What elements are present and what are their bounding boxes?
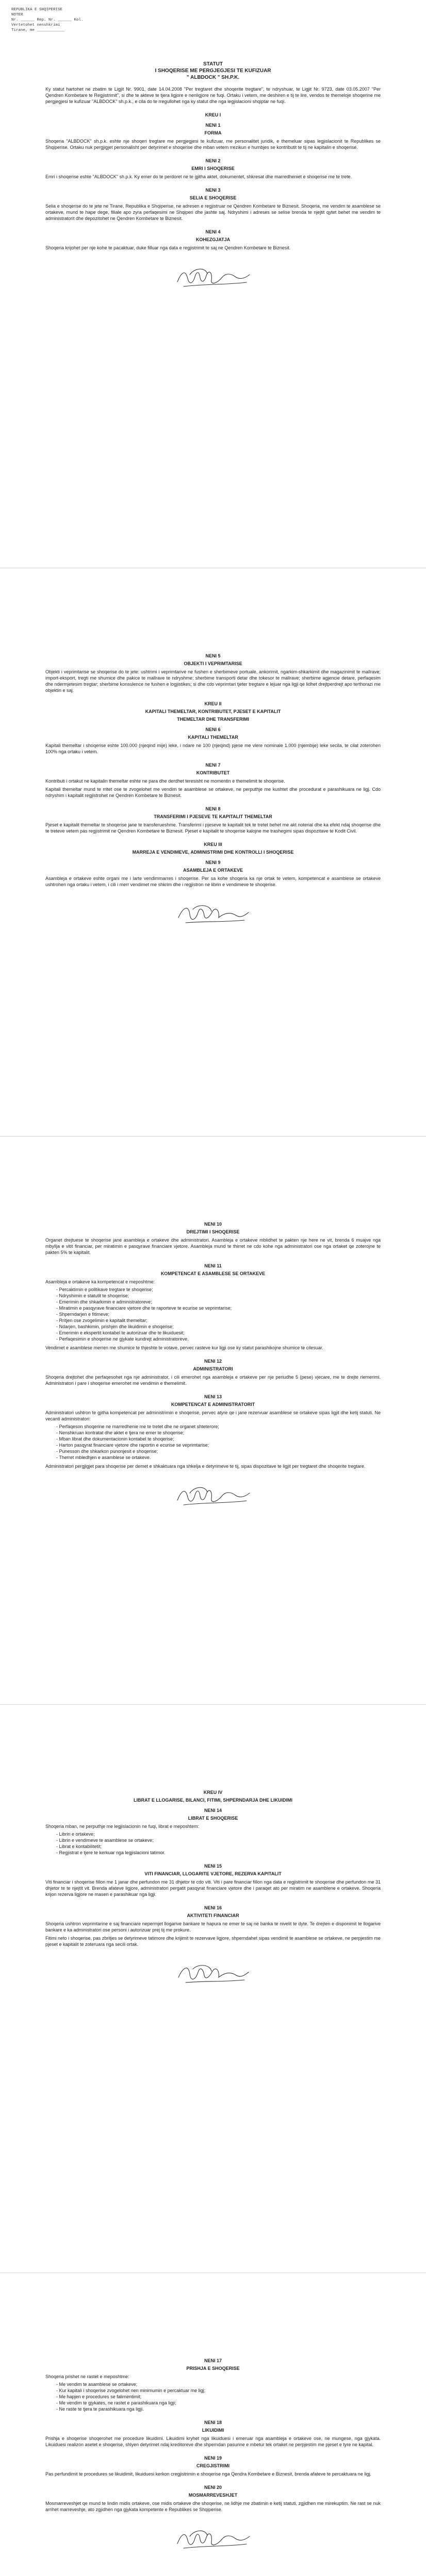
- article-heading: TRANSFERIMI I PJESEVE TE KAPITALIT THEMELTAR: [154, 814, 272, 819]
- paragraph: Shoqeria ushtron veprimtarine e saj financiare nepermjet llogarive bankare te hapura ne emer te saj ne banka te nivelit te dyte. Te drejten e disponimit te llogarive bankare e ka administratori ose personi i autorizuar prej tij me prokure.: [45, 1921, 381, 1933]
- article-heading: DREJTIMI I SHOQERISE: [186, 1229, 240, 1234]
- stamp-line: Vertetohet nenshkrimi: [11, 23, 60, 27]
- article-number: NENI 10: [204, 1222, 222, 1227]
- signature: [174, 1484, 252, 1509]
- list-item: - Nenshkruan kontratat dhe aktet e tjera ne emer te shoqerise;: [45, 1430, 381, 1436]
- list-item: - Regjistrat e tjere te kerkuar nga legjislacioni tatimor.: [45, 1850, 381, 1856]
- signature: [174, 1962, 252, 1987]
- document-title-line: STATUT: [203, 61, 223, 67]
- list-item: - Emerimin e ekspertit kontabel te autorizuar dhe te likuiduesit;: [45, 1330, 381, 1336]
- list-item: - Ndryshimin e statutit te shoqerise;: [45, 1293, 381, 1299]
- document-title-line: I SHOQERISE ME PERGJEGJESI TE KUFIZUAR: [155, 68, 271, 74]
- list-item: - Rritjen ose zvogelimin e kapitalit themeltar;: [45, 1317, 381, 1324]
- paragraph: Kapitali themeltar i shoqerise eshte 100.000 (njeqind mije) leke, i ndare ne 100 (njeqind) pjese me vlere nominale 1.000 (njembije) leke secila, te cilat zoterohen 100% nga ortaku i vetem.: [45, 743, 381, 754]
- paragraph: Mosmarreveshjet qe mund te lindin midis ortakeve, ose midis ortakeve dhe shoqerise, ne lidhje me zbatimin e ketij statuti, zgjidhen me mirekuptim. Ne rast se nuk arrihet marreveshje, ato zgjidhen nga gjykata kompetente e Republikes se Shqiperise.: [45, 2501, 381, 2512]
- article-heading: LIBRAT E SHOQERISE: [188, 1816, 238, 1821]
- paragraph: Shoqeria krijohet per nje kohe te pacaktuar, duke filluar nga data e regjistrimit te saj ne Qendren Kombetare te Biznesit.: [45, 245, 291, 250]
- list-item: - Percaktimin e politikave tregtare te shoqerise;: [45, 1286, 381, 1293]
- article-number: NENI 7: [205, 762, 221, 768]
- article-heading: KAPITALI THEMELTAR, KONTRIBUTET, PJESET E KAPITALIT: [145, 709, 281, 714]
- article-number: NENI 11: [204, 1263, 222, 1268]
- article-heading: KONTRIBUTET: [196, 770, 230, 775]
- chapter-heading: KREU II: [204, 701, 222, 706]
- article-heading: CREGJISTRIMI: [196, 2463, 230, 2468]
- signature-stroke: [193, 1965, 211, 1971]
- paragraph: Ky statut hartohet ne zbatim te Ligjit Nr. 9901, date 14.04.2008 "Per tregtaret dhe shoqerite tregtare", te ndryshuar, te Ligjit Nr. 9723, date 03.05.2007 "Per Qendren Kombetare te Regjistrimit", si dhe te akteve te tjera ligjore e nenligjore ne fuqi. Ortaku i vetem, me deshiren e tij te lire, vendos te themeloje shoqerine me pergjegjesi te kufizuar "ALBDOCK" sh.p.k., e cila do te rregullohet nga ky statut dhe nga legjislacioni shqiptar ne fuqi.: [45, 87, 381, 104]
- signature: [174, 902, 252, 927]
- signature-stroke: [190, 1487, 207, 1493]
- paragraph: Objekti i veprimtarise se shoqerise do te jete: ushtrimi i veprimtarive ne fushen e sherbimeve portuale, ankorimit, ngarkim-shkarkimit dhe magazinimit te mallrave; import-eksport, tregti me shumice dhe pakice te mallrave te ndryshme; sherbime transporti detar dhe tokesor te mallrave; sherbime agjencie detare, perfaqesim dhe ndermjetesim tregtar; sherbime konsulence ne fushen e logjistikes; si dhe cdo veprimtari tjeter tregtare e lejuar nga ligji qe lidhet drejtperdrejt apo terthorazi me objektin e saj.: [45, 669, 381, 693]
- notary-header-stamp: [11, 7, 84, 33]
- article-number: NENI 18: [204, 2420, 222, 2425]
- article-number: NENI 16: [204, 1905, 222, 1910]
- list-item: - Librin e ortakeve;: [45, 1831, 381, 1837]
- signature-block: [146, 1482, 280, 1511]
- document-page: [0, 1705, 426, 2273]
- list-item: - Me vendim te gjykates, ne rastet e parashikuara nga ligji;: [45, 2400, 381, 2406]
- signature-stroke: [177, 2534, 250, 2545]
- chapter-heading: KREU I: [205, 112, 221, 117]
- paragraph: Administratori ushtron te gjitha kompetencat per administrimin e shoqerise, pervec atyre qe i jane rezervuar asamblese se ortakeve sipas ligjit dhe ketij statuti. Ne vecanti administratori:: [45, 1410, 381, 1421]
- article-number: NENI 20: [204, 2485, 222, 2490]
- article-heading: KOHEZGJATJA: [195, 237, 231, 242]
- list-item: - Shperndarjen e fitimeve;: [45, 1311, 381, 1317]
- article-heading: OBJEKTI I VEPRIMTARISE: [184, 661, 242, 666]
- article-number: NENI 14: [204, 1808, 222, 1813]
- article-heading: MOSMARREVESHJET: [188, 2493, 238, 2498]
- document-title-line: " ALBDOCK " SH.P.K.: [186, 75, 240, 80]
- list-item: - Perfaqeson shoqerine ne marredhenie me te tretet dhe ne organet shteterore;: [45, 1423, 381, 1430]
- article-number: NENI 8: [205, 806, 221, 811]
- article-heading: EMRI I SHOQERISE: [191, 166, 235, 171]
- chapter-heading: KREU III: [204, 842, 222, 847]
- article-heading: ADMINISTRATORI: [193, 1366, 233, 1371]
- signature-block: [146, 900, 280, 929]
- list-item: - Ndarjen, bashkimin, prishjen dhe likuidimin e shoqerise;: [45, 1324, 381, 1330]
- list-item: - Therret mbledhjen e asamblese se ortakeve.: [45, 1454, 381, 1461]
- paragraph: Pas perfundimit te procedures se likuidimit, likuiduesi kerkon cregjistrimin e shoqerise nga Qendra Kombetare e Biznesit, brenda afateve te percaktuara ne ligj.: [45, 2471, 371, 2477]
- list-item: - Me vendim te asamblese se ortakeve;: [45, 2381, 381, 2387]
- article-heading: KAPITALI THEMELTAR: [188, 735, 238, 740]
- signature-stroke: [178, 1968, 249, 1979]
- paragraph: Emri i shoqerise eshte "ALBDOCK" sh.p.k. Ky emer do te perdoret ne te gjitha aktet, dokumentet, shkresat dhe marredheniet e shoqerise me te trete.: [45, 174, 352, 179]
- signature-stroke: [190, 2531, 207, 2536]
- article-heading: AKTIVITETI FINANCIAR: [187, 1913, 239, 1918]
- paragraph: Prishja e shoqerise shoqerohet me procedure likuidimi. Likuidimi kryhet nga likuiduesi i emeruar nga asambleja e ortakeve ose, ne mungese, nga gjykata. Likuiduesi realizon asetet e shoqerise, shlyen detyrimet ndaj kreditoreve dhe shperndan pasurine e mbetur tek ortaket ne perpjestim me pjeset e tyre ne kapital.: [45, 2436, 381, 2447]
- list-item: - Emerimin dhe shkarkimin e administratoreve;: [45, 1299, 381, 1305]
- list-item: - Miratimin e pasqyrave financiare vjetore dhe te raporteve te ecurise se veprimtarise;: [45, 1305, 381, 1311]
- stamp-line: NOTER: [11, 13, 23, 17]
- list-item: - Librin e vendimeve te asamblese se ortakeve;: [45, 1837, 381, 1843]
- signature-stroke: [193, 906, 211, 911]
- paragraph: Asambleja e ortakeve ka kompetencat e meposhtme:: [45, 1279, 155, 1284]
- document-page: [0, 0, 426, 568]
- article-heading: PRISHJA E SHOQERISE: [186, 2366, 240, 2371]
- paragraph: Pjeset e kapitalit themeltar te shoqerise jane te transferueshme. Transferimi i pjeseve te kapitalit tek te tretet behet me akt noterial dhe ka efekt ndaj shoqerise dhe te treteve vetem pas regjistrimit ne Qendren Kombetare te Biznesit. Pjeset e kapitalit te shoqerise kalojne me trashegimi sipas dispozitave te Kodit Civil.: [45, 822, 381, 834]
- article-heading: THEMELTAR DHE TRANSFERIMI: [177, 717, 249, 722]
- paragraph: Shoqeria mban, ne perputhje me legjislacionin ne fuqi, librat e meposhtem:: [45, 1824, 200, 1829]
- paragraph: Fitimi neto i shoqerise, pas zbritjes se detyrimeve tatimore dhe krijimit te rezervave ligjore, shperndahet sipas vendimit te asamblese se ortakeve, ne perpjestim me pjeset e kapitalit te zoteruara nga secili ortak.: [45, 1936, 381, 1947]
- article-heading: KOMPETENCAT E ADMINISTRATORIT: [171, 1402, 255, 1407]
- list-item: - Kur kapitali i shoqerise zvogelohet nen minimumin e percaktuar me ligj;: [45, 2387, 381, 2394]
- list-item: - Perfaqesimin e shoqerise ne gjykate kundrejt administratoreve.: [45, 1336, 381, 1342]
- document-page: [0, 2273, 426, 2576]
- article-heading: MARREJA E VENDIMEVE, ADMINISTRIMI DHE KONTROLLI I SHOQERISE: [132, 850, 294, 855]
- article-heading: LIKUIDIMI: [202, 2428, 224, 2433]
- article-heading: KOMPETENCAT E ASAMBLESE SE ORTAKEVE: [160, 1271, 266, 1276]
- list-item: - Ne raste te tjera te parashikuara nga ligji.: [45, 2406, 381, 2412]
- article-heading: ASAMBLEJA E ORTAKEVE: [183, 868, 243, 873]
- paragraph: Selia e shoqerise do te jete ne Tirane, Republika e Shqiperise, ne adresen e regjistruar ne Qendren Kombetare te Biznesit. Shoqeria, me vendim te asamblese se ortakeve, mund te hape dege, filiale apo zyra perfaqesimi ne Shqiperi dhe jashte saj. Ndryshimi i adreses se selise brenda te njejtit qytet behet me vendim te administratorit dhe depozitohet ne Qendren Kombetare te Biznesit.: [45, 204, 381, 221]
- list-item: - Harton pasqyrat financiare vjetore dhe raportin e ecurise se veprimtarise;: [45, 1442, 381, 1448]
- signature-block: [146, 1960, 280, 1989]
- paragraph: Vendimet e asamblese merren me shumice te thjeshte te votave, pervec rasteve kur ligji ose ky statut parashikojne shumice te cilesuar.: [45, 1345, 323, 1350]
- paragraph: Viti financiar i shoqerise fillon me 1 janar dhe perfundon me 31 dhjetor te cdo viti. Viti i pare financiar fillon nga data e regjistrimit te shoqerise dhe perfundon me 31 dhjetor te te njejtit vit. Brenda afateve ligjore, administratori pergatit pasqyrat financiare vjetore dhe i paraqet ato per miratim ne asamblene e ortakeve. Shoqeria krijon rezerva ligjore ne masen e parashikuar nga ligji.: [45, 1879, 381, 1897]
- signature-stroke: [186, 1980, 244, 1982]
- paragraph: Administratori pergjigjet para shoqerise per demet e shkaktuara nga shkelja e detyrimeve te tij, sipas dispozitave te ligjit per tregtaret dhe shoqerite tregtare.: [45, 1464, 366, 1469]
- signature-stroke: [177, 272, 250, 283]
- paragraph: Shoqeria prishet ne rastet e meposhtme:: [45, 2374, 129, 2379]
- signature: [174, 265, 252, 290]
- article-number: NENI 2: [205, 158, 221, 163]
- article-number: NENI 1: [205, 123, 221, 128]
- article-number: NENI 12: [204, 1359, 222, 1364]
- list-item: - Mban librat dhe dokumentacionin kontabel te shoqerise;: [45, 1436, 381, 1442]
- article-heading: SELIA E SHOQERISE: [189, 195, 237, 200]
- stamp-line: Nr. ______ Rep. Nr. ______ Kol.: [11, 18, 84, 22]
- article-number: NENI 4: [205, 229, 221, 234]
- list-item: - Punesson dhe shkarkon punonjesit e shoqerise;: [45, 1448, 381, 1454]
- article-number: NENI 6: [205, 727, 221, 732]
- article-number: NENI 13: [204, 1394, 222, 1399]
- article-number: NENI 17: [204, 2358, 222, 2363]
- signature-stroke: [186, 920, 244, 923]
- stamp-line: REPUBLIKA E SHQIPERISE: [11, 8, 63, 12]
- signature-block: [146, 263, 280, 292]
- stamp-line: Tirane, me ____________: [11, 28, 65, 32]
- paragraph: Kontributi i ortakut ne kapitalin themeltar eshte ne para dhe derdhet teresisht ne momentin e themelimit te shoqerise.: [45, 778, 285, 784]
- document-page: [0, 568, 426, 1137]
- article-heading: VITI FINANCIAR, LLOGARITE VJETORE, REZERVA KAPITALIT: [144, 1871, 282, 1876]
- paragraph: Shoqeria drejtohet dhe perfaqesohet nga nje administrator, i cili emerohet nga asambleja e ortakeve per nje periudhe 5 (pese) vjecare, me te drejte riemerimi. Administratori i pare i shoqerise emerohet me vendimin e themelimit.: [45, 1375, 381, 1386]
- signature: [174, 2527, 252, 2552]
- document-page: [0, 1137, 426, 1705]
- paragraph: Shoqeria "ALBDOCK" sh.p.k. eshte nje shoqeri tregtare me pergjegjesi te kufizuar, me personalitet juridik, e themeluar sipas legjislacionit te Republikes se Shqiperise. Ortaku nuk pergjigjet personalisht per detyrimet e shoqerise dhe mban vetem rrezikun e humbjes se kontributit te tij ne kapitalin e shoqerise.: [45, 139, 381, 150]
- signature-stroke: [178, 908, 249, 920]
- paragraph: Asambleja e ortakeve eshte organi me i larte vendimmarres i shoqerise. Per sa kohe shoqeria ka nje ortak te vetem, kompetencat e asamblese se ortakeve ushtrohen nga ortaku i vetem, i cili i merr vendimet me shkrim dhe i regjistron ne librin e vendimeve te shoqerise.: [45, 876, 381, 887]
- article-number: NENI 19: [204, 2455, 222, 2461]
- article-heading: LIBRAT E LLOGARISE, BILANCI, FITIMI, SHPERNDARJA DHE LIKUIDIMI: [134, 1798, 292, 1803]
- article-number: NENI 15: [204, 1863, 222, 1869]
- signature-stroke: [177, 1490, 250, 1502]
- signature-stroke: [190, 269, 207, 275]
- signature-block: [146, 2525, 280, 2554]
- paragraph: Kapitali themeltar mund te rritet ose te zvogelohet me vendim te asamblese se ortakeve, ne perputhje me kushtet dhe procedurat e parashikuara ne ligj. Cdo ndryshim i kapitalit regjistrohet ne Qendren Kombetare te Biznesit.: [45, 787, 381, 798]
- list-item: - Librat e kontabilitetit;: [45, 1843, 381, 1850]
- article-number: NENI 5: [205, 653, 221, 658]
- article-number: NENI 3: [205, 188, 221, 193]
- list-item: - Me hapjen e procedures se falimentimit;: [45, 2394, 381, 2400]
- article-heading: FORMA: [204, 130, 222, 135]
- chapter-heading: KREU IV: [203, 1790, 223, 1795]
- paragraph: Organet drejtuese te shoqerise jane asambleja e ortakeve dhe administratori. Asambleja e ortakeve mblidhet te pakten nje here ne vit, brenda 6 muajve nga mbyllja e vitit financiar, per miratimin e pasqyrave financiare vjetore. Asambleja mund te thirret ne cdo kohe nga administratori ose nga ortaket qe zoterojne te pakten 5% te kapitalit.: [45, 1238, 381, 1255]
- article-number: NENI 9: [205, 860, 221, 865]
